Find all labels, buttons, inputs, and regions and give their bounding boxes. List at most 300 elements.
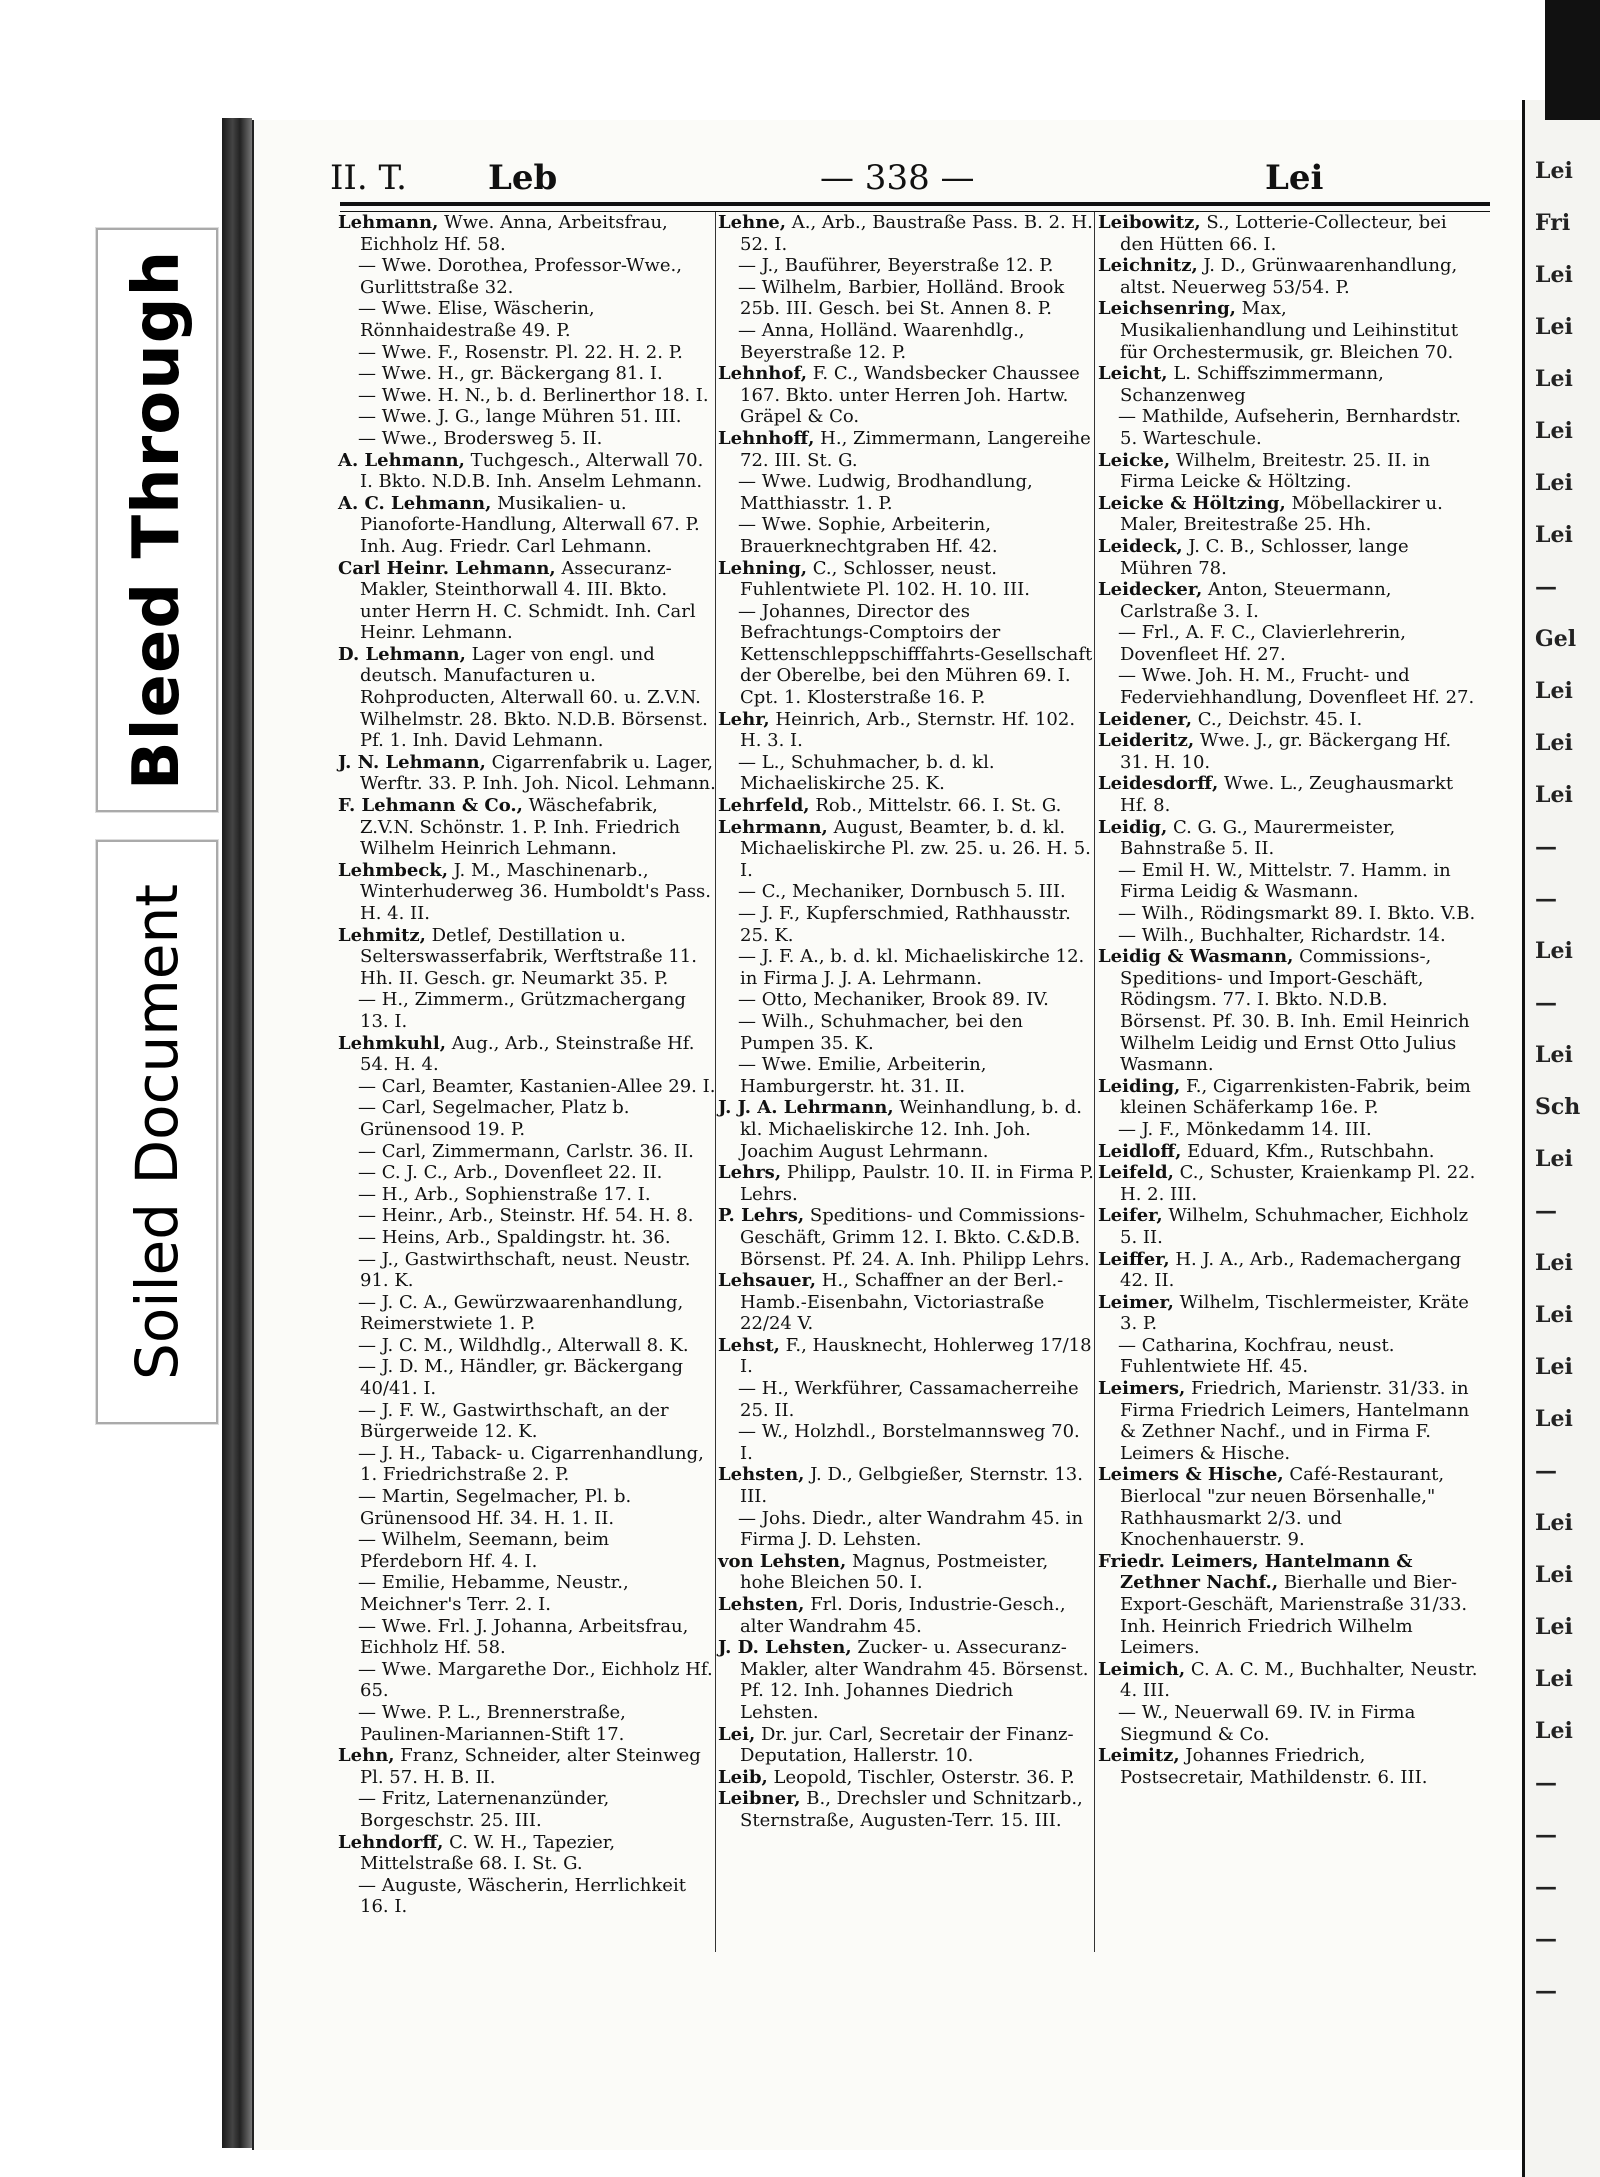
entry-name: Lehrmann, (718, 816, 828, 838)
directory-entry (1098, 1119, 1478, 1141)
adjacent-page-fragment: Lei (1535, 262, 1573, 288)
directory-entry (1098, 1745, 1478, 1788)
left-guide-word: Leb (488, 158, 558, 198)
entry-name: Leimers & Hische, (1098, 1464, 1284, 1486)
entry-details: Wwe. P. L., Brennerstraße, Paulinen-Mariannen-Stift 17. (360, 1701, 626, 1745)
directory-entry (718, 1162, 1095, 1205)
entry-details: Anna, Holländ. Waarenhdlg., Beyerstraße 12. P. (740, 319, 1025, 363)
entry-details: Fritz, Laternenanzünder, Borgeschstr. 25. III. (360, 1788, 610, 1831)
directory-entry (718, 1011, 1095, 1054)
directory-entry (338, 1443, 716, 1486)
entry-details: Aug., Arb., Steinstraße Hf. 54. H. 4. (360, 1032, 695, 1076)
entry-details: J. F. A., b. d. kl. Michaeliskirche 12. in Firma J. J. A. Lehrmann. (740, 946, 1085, 989)
directory-entry (718, 1270, 1095, 1335)
directory-entry (718, 752, 1095, 795)
directory-entry (1098, 363, 1478, 406)
adjacent-page-fragment: Lei (1535, 1562, 1573, 1588)
directory-entry (338, 989, 716, 1032)
entry-details: H. J. A., Arb., Rademachergang 42. II. (1120, 1248, 1462, 1292)
entry-details: Heins, Arb., Spaldingstr. ht. 36. (381, 1226, 671, 1248)
entry-details: Max, Musikalienhandlung und Leihinstitut für Orchestermusik, gr. Bleichen 70. (1120, 298, 1459, 363)
entry-name: Leiffer, (1098, 1248, 1170, 1270)
entry-name: A. Lehmann, (338, 449, 465, 471)
directory-entry (338, 1141, 716, 1163)
entry-details: Wwe. H., gr. Bäckergang 81. I. (381, 363, 663, 385)
directory-entry (1098, 1378, 1478, 1464)
directory-entry (718, 1335, 1095, 1378)
entry-name: Leibowitz, (1098, 212, 1201, 233)
entry-name: Leideck, (1098, 535, 1183, 557)
entry-details: Emilie, Hebamme, Neustr., Meichner's Terr. 2. I. (360, 1572, 629, 1615)
directory-entry (338, 1572, 716, 1615)
entry-details: Franz, Schneider, alter Steinweg Pl. 57. H. B. II. (360, 1745, 701, 1788)
directory-entry (1098, 1249, 1478, 1292)
adjacent-page-fragment: — (1535, 1874, 1557, 1900)
entry-name: D. Lehmann, (338, 643, 466, 665)
entry-details: Carl, Zimmermann, Carlstr. 36. II. (381, 1140, 694, 1162)
entry-name: Leidig & Wasmann, (1098, 946, 1294, 968)
entry-details: Auguste, Wäscherin, Herrlichkeit 16. I. (360, 1874, 686, 1918)
entry-name: Leimitz, (1098, 1745, 1180, 1767)
directory-entry (718, 363, 1095, 428)
directory-entry (338, 1356, 716, 1399)
entry-details: Frl., A. F. C., Clavierlehrerin, Dovenfleet Hf. 27. (1120, 622, 1406, 665)
entry-name: Leicke & Höltzing, (1098, 492, 1286, 514)
entry-name: Lehn, (338, 1745, 395, 1767)
entry-details: Lager von engl. und deutsch. Manufacturen u. Rohproducten, Alterwall 60. u. Z.V.N. Wilhelmstr. 28. Bkto. N.D.B. Börsenst. Pf. 1. Inh. David Lehmann. (360, 643, 708, 752)
entry-details: Otto, Mechaniker, Brook 89. IV. (761, 989, 1049, 1011)
entry-name: Lehmbeck, (338, 859, 448, 881)
entry-details: J. C. M., Wildhdlg., Alterwall 8. K. (381, 1334, 689, 1356)
directory-entry (1098, 817, 1478, 860)
entry-details: Johannes Friedrich, Postsecretair, Mathildenstr. 6. III. (1120, 1745, 1428, 1788)
soiled-document-label (96, 840, 218, 1424)
adjacent-page-edge (1522, 100, 1600, 2177)
directory-entry (718, 1378, 1095, 1421)
adjacent-page-fragment: Lei (1535, 1510, 1573, 1536)
entry-details: Wwe. Ludwig, Brodhandlung, Matthiasstr. 1. P. (740, 471, 1033, 514)
entry-name: Leicht, (1098, 363, 1168, 385)
directory-entry (718, 946, 1095, 989)
adjacent-page-fragment: — (1535, 1978, 1557, 2004)
entry-details: Wilhelm, Breitestr. 25. II. in Firma Leicke & Höltzing. (1120, 449, 1431, 493)
adjacent-page-fragment: Gel (1535, 626, 1577, 652)
entry-details: Heinr., Arb., Steinstr. Hf. 54. H. 8. (381, 1205, 694, 1227)
directory-entry (338, 1184, 716, 1206)
entry-name: Leifeld, (1098, 1162, 1174, 1184)
adjacent-page-fragment: Lei (1535, 938, 1573, 964)
directory-entry (338, 385, 716, 407)
entry-details: Carl, Beamter, Kastanien-Allee 29. I. (381, 1075, 716, 1097)
entry-details: Zucker- u. Assecuranz-Makler, alter Wandrahm 45. Börsenst. Pf. 12. Inh. Johannes Diedrich Lehsten. (740, 1637, 1089, 1723)
directory-entry (1098, 709, 1478, 731)
entry-details: Tuchgesch., Alterwall 70. I. Bkto. N.D.B. Inh. Anselm Lehmann. (360, 449, 704, 493)
entry-details: J. D. M., Händler, gr. Bäckergang 40/41. I. (360, 1356, 684, 1400)
directory-entry (338, 795, 716, 860)
entry-details: C., Schuster, Kraienkamp Pl. 22. H. 2. III. (1120, 1162, 1476, 1205)
entry-name: Friedr. Leimers, Hantelmann & Zethner Nachf., (1098, 1550, 1413, 1594)
entry-details: L. Schiffszimmermann, Schanzenweg (1120, 363, 1384, 406)
entry-details: C., Schlosser, neust. Fuhlentwiete Pl. 102. H. 10. III. (740, 557, 1030, 601)
entry-details: C. J. C., Arb., Dovenfleet 22. II. (381, 1162, 663, 1184)
directory-entry (338, 1249, 716, 1292)
entry-name: Lehr, (718, 708, 770, 730)
directory-entry (338, 298, 716, 341)
directory-entry (338, 1097, 716, 1140)
scan-corner (1545, 0, 1600, 120)
entry-details: J. D., Grünwaarenhandlung, altst. Neuerweg 53/54. P. (1120, 255, 1458, 298)
entry-details: Wilhelm, Tischlermeister, Kräte 3. P. (1120, 1291, 1469, 1335)
directory-entry (718, 1464, 1095, 1507)
entry-details: Wwe. J. G., lange Mühren 51. III. (381, 406, 682, 428)
entry-details: Catharina, Kochfrau, neust. Fuhlentwiete Hf. 45. (1120, 1334, 1395, 1378)
entry-details: C., Mechaniker, Dornbusch 5. III. (761, 881, 1066, 903)
entry-details: H., Zimmermann, Langereihe 72. III. St. G. (740, 427, 1091, 471)
entry-details: W., Neuerwall 69. IV. in Firma Siegmund & Co. (1120, 1701, 1416, 1745)
entry-details: August, Beamter, b. d. kl. Michaeliskirche Pl. zw. 25. u. 26. H. 5. I. (740, 816, 1091, 881)
entry-name: Lehrfeld, (718, 795, 810, 817)
directory-entry (338, 212, 716, 255)
entry-details: Wwe. Sophie, Arbeiterin, Brauerknechtgraben Hf. 42. (740, 514, 998, 557)
entry-details: Philipp, Paulstr. 10. II. in Firma P. Lehrs. (740, 1162, 1094, 1205)
adjacent-page-fragment: Lei (1535, 730, 1573, 756)
entry-name: Leidecker, (1098, 579, 1203, 601)
entry-details: Wwe. Margarethe Dor., Eichholz Hf. 65. (360, 1658, 713, 1702)
entry-details: L., Schuhmacher, b. d. kl. Michaeliskirche 25. K. (740, 751, 995, 795)
entry-details: Anton, Steuermann, Carlstraße 3. I. (1120, 579, 1392, 622)
entry-details: Wilh., Rödingsmarkt 89. I. Bkto. V.B. (1141, 903, 1476, 924)
directory-entry (338, 558, 716, 644)
directory-entry (718, 255, 1095, 277)
entry-details: Wwe. Emilie, Arbeiterin, Hamburgerstr. ht. 31. II. (740, 1054, 987, 1097)
book-spine (222, 118, 252, 2148)
directory-entry (1098, 1292, 1478, 1335)
adjacent-page-fragment: — (1535, 1770, 1557, 1796)
directory-entry (338, 752, 716, 795)
entry-details: Wwe. H. N., b. d. Berlinerthor 18. I. (381, 384, 709, 406)
entry-details: Frl. Doris, Industrie-Gesch., alter Wandrahm 45. (740, 1594, 1066, 1637)
page-header (330, 158, 1500, 198)
entry-name: Lehnhof, (718, 363, 807, 385)
column-1 (338, 212, 716, 1918)
entry-details: C. G. G., Maurermeister, Bahnstraße 5. II. (1120, 816, 1396, 860)
entry-details: J. F. W., Gastwirthschaft, an der Bürgerweide 12. K. (360, 1399, 669, 1443)
directory-entry (1098, 622, 1478, 665)
entry-details: Weinhandlung, b. d. kl. Michaeliskirche 12. Inh. Joh. Joachim August Lehrmann. (740, 1097, 1082, 1162)
directory-entry (718, 601, 1095, 709)
adjacent-page-fragment: Lei (1535, 366, 1573, 392)
entry-details: Mathilde, Aufseherin, Bernhardstr. 5. Warteschule. (1120, 406, 1461, 449)
adjacent-page-fragment: Lei (1535, 1042, 1573, 1068)
adjacent-page-fragment: — (1535, 1926, 1557, 1952)
adjacent-page-fragment: Lei (1535, 1146, 1573, 1172)
entry-details: Wwe. F., Rosenstr. Pl. 22. H. 2. P. (381, 341, 683, 363)
directory-entry (1098, 406, 1478, 449)
directory-entry (1098, 860, 1478, 903)
entry-name: F. Lehmann & Co., (338, 795, 523, 817)
adjacent-page-fragment: — (1535, 1198, 1557, 1224)
directory-entry (718, 795, 1095, 817)
directory-entry (718, 903, 1095, 946)
directory-entry (718, 1205, 1095, 1270)
adjacent-page-fragment: Sch (1535, 1094, 1581, 1120)
entry-name: A. C. Lehmann, (338, 492, 492, 514)
directory-entry (338, 493, 716, 558)
header-rule (340, 202, 1490, 212)
entry-name: P. Lehrs, (718, 1205, 805, 1227)
directory-entry (718, 1421, 1095, 1464)
directory-entry (1098, 1702, 1478, 1745)
entry-details: H., Arb., Sophienstraße 17. I. (381, 1183, 651, 1205)
directory-entry (338, 1033, 716, 1076)
directory-entry (338, 925, 716, 990)
entry-details: Rob., Mittelstr. 66. I. St. G. (815, 795, 1062, 817)
directory-entry (718, 212, 1095, 255)
directory-entry (1098, 903, 1478, 925)
entry-details: Bierhalle und Bier-Export-Geschäft, Marienstraße 31/33. Inh. Heinrich Friedrich Wilhelm Leimers. (1120, 1572, 1468, 1659)
directory-entry (1098, 1551, 1478, 1659)
bleed-through-text: Bleed Through (120, 249, 194, 791)
entry-details: Wilhelm, Schuhmacher, Eichholz 5. II. (1120, 1205, 1469, 1248)
column-2 (718, 212, 1095, 1832)
adjacent-page-fragment: Lei (1535, 314, 1573, 340)
entry-details: Friedrich, Marienstr. 31/33. in Firma Friedrich Leimers, Hantelmann & Zethner Nachf., und in Firma F. Leimers & Hische. (1120, 1378, 1470, 1464)
entry-details: J. F., Kupferschmied, Rathhausstr. 25. K. (740, 903, 1071, 946)
adjacent-page-fragment: Lei (1535, 470, 1573, 496)
directory-entry (338, 450, 716, 493)
directory-entry (1098, 1464, 1478, 1550)
entry-details: Wwe., Brodersweg 5. II. (381, 427, 603, 449)
entry-name: Leimers, (1098, 1378, 1186, 1400)
entry-details: Emil H. W., Mittelstr. 7. Hamm. in Firma Leidig & Wasmann. (1120, 859, 1451, 903)
entry-details: C., Deichstr. 45. I. (1197, 708, 1363, 730)
directory-entry (1098, 255, 1478, 298)
directory-entry (1098, 493, 1478, 536)
entry-details: Wilh., Schuhmacher, bei den Pumpen 35. K. (740, 1010, 1023, 1054)
entry-name: Leifer, (1098, 1205, 1163, 1227)
right-guide-word: Lei (1265, 158, 1324, 198)
directory-entry (338, 1205, 716, 1227)
directory-entry (1098, 665, 1478, 708)
directory-entry (338, 1335, 716, 1357)
entry-details: Wilhelm, Barbier, Holländ. Brook 25b. III. Gesch. bei St. Annen 8. P. (740, 276, 1065, 320)
directory-entry (1098, 730, 1478, 773)
directory-entry (718, 1508, 1095, 1551)
entry-name: Leimer, (1098, 1291, 1174, 1313)
directory-entry (338, 342, 716, 364)
entry-name: Leichnitz, (1098, 255, 1198, 277)
entry-name: Leidener, (1098, 708, 1192, 730)
entry-name: Lehsauer, (718, 1270, 816, 1292)
directory-entry (1098, 212, 1478, 255)
entry-details: Cigarrenfabrik u. Lager, Werftr. 33. P. Inh. Joh. Nicol. Lehmann. (360, 751, 716, 795)
entry-details: J., Bauführer, Beyerstraße 12. P. (761, 255, 1054, 277)
directory-entry (1098, 925, 1478, 947)
entry-details: Möbellackirer u. Maler, Breitestraße 25. Hh. (1120, 492, 1443, 536)
entry-name: Leidloff, (1098, 1140, 1182, 1162)
directory-entry (338, 406, 716, 428)
entry-details: Wilh., Buchhalter, Richardstr. 14. (1141, 924, 1446, 946)
entry-details: Wwe. L., Zeughausmarkt Hf. 8. (1120, 773, 1454, 817)
adjacent-page-fragment: — (1535, 1458, 1557, 1484)
entry-details: J. C. B., Schlosser, lange Mühren 78. (1120, 535, 1409, 579)
entry-details: H., Zimmerm., Grützmachergang 13. I. (360, 989, 686, 1032)
entry-details: Johs. Diedr., alter Wandrahm 45. in Firma J. D. Lehsten. (740, 1507, 1084, 1551)
entry-name: Lehndorff, (338, 1831, 444, 1853)
entry-details: S., Lotterie-Collecteur, bei den Hütten 66. I. (1120, 212, 1447, 255)
entry-name: Lehsten, (718, 1464, 805, 1486)
entry-name: Lehmitz, (338, 924, 426, 946)
entry-details: C. A. C. M., Buchhalter, Neustr. 4. III. (1120, 1658, 1478, 1702)
directory-entry (338, 1659, 716, 1702)
directory-entry (718, 817, 1095, 882)
directory-entry (1098, 450, 1478, 493)
directory-entry (1098, 1659, 1478, 1702)
directory-entry (338, 255, 716, 298)
entry-details: J. M., Maschinenarb., Winterhuderweg 36. Humboldt's Pass. H. 4. II. (360, 859, 712, 924)
adjacent-page-fragment: Lei (1535, 158, 1573, 184)
directory-entry (1098, 579, 1478, 622)
entry-details: J. C. A., Gewürzwaarenhandlung, Reimerstwiete 1. P. (360, 1291, 684, 1335)
adjacent-page-fragment: — (1535, 834, 1557, 860)
bleed-through-label (96, 228, 218, 812)
adjacent-page-fragment: Lei (1535, 678, 1573, 704)
entry-details: Johannes, Director des Befrachtungs-Comptoirs der Kettenschleppschifffahrts-Gesellschaft der Oberelbe, bei den Mühren 69. I. Cpt. 1. Klosterstraße 16. P. (740, 600, 1093, 709)
entry-details: Martin, Segelmacher, Pl. b. Grünensood Hf. 34. H. 1. II. (360, 1486, 632, 1529)
adjacent-page-fragment: — (1535, 574, 1557, 600)
directory-entry (718, 1767, 1095, 1789)
directory-entry (338, 1227, 716, 1249)
entry-name: Lehmkuhl, (338, 1032, 446, 1054)
adjacent-page-fragment: Lei (1535, 418, 1573, 444)
directory-entry (718, 277, 1095, 320)
entry-details: Leopold, Tischler, Osterstr. 36. P. (773, 1766, 1075, 1788)
entry-name: Lehmann, (338, 212, 439, 233)
directory-entry (1098, 1205, 1478, 1248)
entry-name: Leiding, (1098, 1075, 1181, 1097)
entry-details: Assecuranz-Makler, Steinthorwall 4. III. Bkto. unter Herrn H. C. Schmidt. Inh. Carl Heinr. Lehmann. (360, 557, 696, 644)
entry-name: Leideritz, (1098, 730, 1195, 752)
entry-name: Lehne, (718, 212, 787, 233)
directory-entry (338, 1486, 716, 1529)
entry-details: C. W. H., Tapezier, Mittelstraße 68. I. St. G. (360, 1831, 616, 1875)
adjacent-page-fragment: — (1535, 990, 1557, 1016)
entry-details: J. H., Taback- u. Cigarrenhandlung, 1. Friedrichstraße 2. P. (360, 1442, 704, 1486)
directory-entry (338, 1400, 716, 1443)
entry-name: Leibner, (718, 1788, 801, 1810)
entry-details: Heinrich, Arb., Sternstr. Hf. 102. H. 3. I. (740, 708, 1076, 752)
entry-name: Lehst, (718, 1334, 780, 1356)
adjacent-page-fragment: Lei (1535, 1354, 1573, 1380)
entry-details: A., Arb., Baustraße Pass. B. 2. H. 52. I. (740, 212, 1093, 255)
directory-entry (1098, 1162, 1478, 1205)
entry-details: F. C., Wandsbecker Chaussee 167. Bkto. unter Herren Joh. Hartw. Gräpel & Co. (740, 363, 1080, 428)
adjacent-page-fragment: Lei (1535, 1614, 1573, 1640)
directory-entry (718, 1054, 1095, 1097)
adjacent-page-fragment: Lei (1535, 1406, 1573, 1432)
entry-name: Carl Heinr. Lehmann, (338, 557, 556, 579)
entry-details: Carl, Segelmacher, Platz b. Grünensood 19. P. (360, 1097, 630, 1140)
entry-name: J. N. Lehmann, (338, 751, 486, 773)
entry-name: Lehsten, (718, 1594, 805, 1615)
entry-details: H., Werkführer, Cassamacherreihe 25. II. (740, 1378, 1079, 1421)
page-number: — 338 — (820, 158, 975, 198)
entry-name: J. D. Lehsten, (718, 1637, 852, 1659)
entry-details: F., Cigarrenkisten-Fabrik, beim kleinen Schäferkamp 16e. P. (1120, 1075, 1471, 1119)
directory-entry (1098, 1076, 1478, 1119)
entry-details: Commissions-, Speditions- und Import-Geschäft, Rödingsm. 77. I. Bkto. N.D.B. Börsenst. Pf. 30. B. Inh. Emil Heinrich Wilhelm Leidig und Ernst Otto Julius Wasmann. (1120, 946, 1470, 1076)
directory-entry (718, 1551, 1095, 1594)
directory-entry (718, 1724, 1095, 1767)
entry-details: Wwe. Dorothea, Professor-Wwe., Gurlittstraße 32. (360, 255, 682, 298)
directory-entry (718, 1788, 1095, 1831)
directory-entry (338, 1616, 716, 1659)
entry-details: W., Holzhdl., Borstelmannsweg 70. I. (740, 1421, 1080, 1464)
entry-details: Musikalien- u. Pianoforte-Handlung, Alterwall 67. P. Inh. Aug. Friedr. Carl Lehmann. (360, 492, 700, 557)
entry-details: H., Schaffner an der Berl.-Hamb.-Eisenbahn, Victoriastraße 22/24 V. (740, 1270, 1064, 1335)
entry-details: B., Drechsler und Schnitzarb., Sternstraße, Augusten-Terr. 15. III. (740, 1788, 1083, 1831)
volume-label: II. T. (330, 158, 407, 198)
entry-name: J. J. A. Lehrmann, (718, 1097, 894, 1119)
entry-name: Leichsenring, (1098, 298, 1236, 320)
entry-details: Wäschefabrik, Z.V.N. Schönstr. 1. P. Inh. Friedrich Wilhelm Heinrich Lehmann. (360, 795, 681, 860)
directory-entry (1098, 773, 1478, 816)
adjacent-page-fragment: Lei (1535, 782, 1573, 808)
directory-entry (338, 1832, 716, 1875)
directory-entry (718, 558, 1095, 601)
entry-details: Café-Restaurant, Bierlocal "zur neuen Börsenhalle," Rathhausmarkt 2/3. und Knochenhauerstr. 9. (1120, 1464, 1445, 1551)
directory-entry (338, 1788, 716, 1831)
entry-name: Lehrs, (718, 1162, 782, 1184)
adjacent-page-fragment: Lei (1535, 1250, 1573, 1276)
entry-details: J. F., Mönkedamm 14. III. (1141, 1118, 1372, 1140)
directory-entry (718, 1097, 1095, 1162)
entry-name: Leicke, (1098, 449, 1171, 471)
entry-details: F., Hausknecht, Hohlerweg 17/18 I. (740, 1334, 1092, 1378)
entry-name: Leidesdorff, (1098, 773, 1219, 795)
entry-details: Wilhelm, Seemann, beim Pferdeborn Hf. 4. I. (360, 1529, 610, 1572)
adjacent-page-fragment: — (1535, 1822, 1557, 1848)
entry-details: Wwe. Anna, Arbeitsfrau, Eichholz Hf. 58. (360, 212, 668, 255)
soiled-document-text: Soiled Document (123, 884, 192, 1380)
entry-name: Lehnhoff, (718, 427, 815, 449)
entry-details: Wwe. Elise, Wäscherin, Rönnhaidestraße 49. P. (360, 298, 595, 341)
directory-entry (718, 428, 1095, 471)
directory-entry (338, 1162, 716, 1184)
entry-details: Wwe. Joh. H. M., Frucht- und Federviehhandlung, Dovenfleet Hf. 27. (1120, 665, 1475, 709)
directory-entry (1098, 1141, 1478, 1163)
directory-entry (338, 1702, 716, 1745)
column-3 (1098, 212, 1478, 1788)
directory-entry (1098, 946, 1478, 1076)
adjacent-page-fragment: Lei (1535, 522, 1573, 548)
entry-name: Lehning, (718, 557, 808, 579)
adjacent-page-fragment: Lei (1535, 1666, 1573, 1692)
adjacent-page-fragment: Lei (1535, 1302, 1573, 1328)
entry-name: Leib, (718, 1766, 768, 1788)
entry-name: Leidig, (1098, 816, 1168, 838)
directory-entry (718, 1637, 1095, 1723)
entry-details: Dr. jur. Carl, Secretair der Finanz-Deputation, Hallerstr. 10. (740, 1723, 1074, 1767)
directory-entry (1098, 536, 1478, 579)
directory-entry (338, 1875, 716, 1918)
entry-name: von Lehsten, (718, 1550, 847, 1572)
entry-details: Wwe. Frl. J. Johanna, Arbeitsfrau, Eichholz Hf. 58. (360, 1615, 689, 1659)
entry-details: J. D., Gelbgießer, Sternstr. 13. III. (740, 1464, 1083, 1508)
directory-entry (718, 709, 1095, 752)
entry-details: Detlef, Destillation u. Selterswasserfabrik, Werftstraße 11. Hh. II. Gesch. gr. Neumarkt 35. P. (360, 924, 697, 989)
directory-entry (1098, 298, 1478, 363)
